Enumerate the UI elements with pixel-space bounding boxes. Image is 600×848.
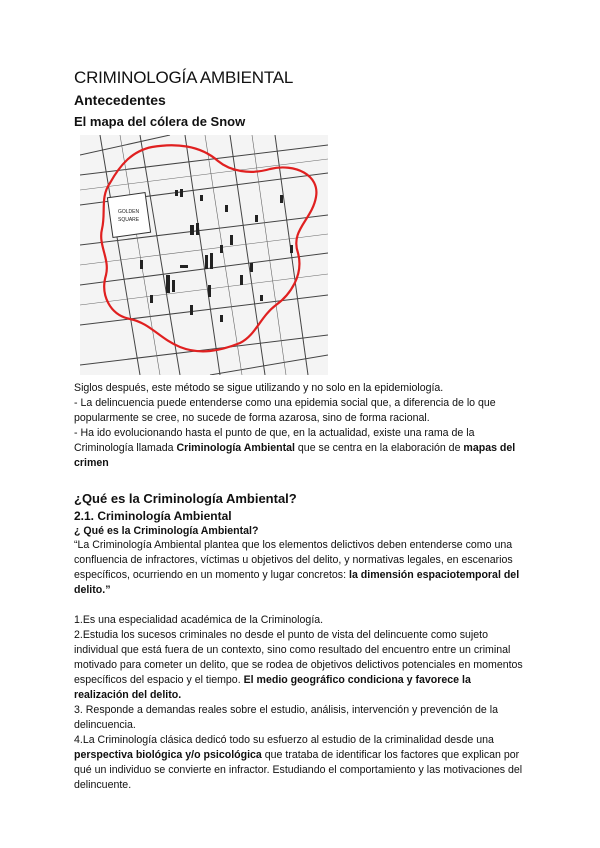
point-2-bold: El medio geográfico condiciona y favorece la realización del delito. bbox=[74, 674, 471, 701]
intro-line-2: - La delincuencia puede entenderse como una epidemia social que, a diferencia de lo que popularmente se cree, no sucede de forma azarosa, sino de forma racional. bbox=[74, 397, 496, 424]
spacer bbox=[74, 598, 526, 613]
point-4 bbox=[74, 733, 526, 793]
intro-line-1: Siglos después, este método se sigue utilizando y no solo en la epidemiología. bbox=[74, 382, 444, 394]
subsection-title: 2.1. Criminología Ambiental bbox=[74, 509, 232, 523]
map-label-golden: GOLDEN bbox=[118, 209, 140, 215]
section-heading-antecedentes: Antecedentes bbox=[74, 92, 166, 108]
point-4-bold: perspectiva biológica y/o psicológica bbox=[74, 749, 262, 761]
cholera-map-image bbox=[80, 135, 328, 375]
point-4-text-a: 4.La Criminología clásica dedicó todo su esfuerzo al estudio de la criminalidad desde una bbox=[74, 734, 494, 746]
definition-quote bbox=[74, 538, 526, 598]
question-title: ¿ Qué es la Criminología Ambiental? bbox=[74, 525, 259, 537]
quote-text: “La Criminología Ambiental plantea que los elementos delictivos deben entenderse como una confluencia de infractores, víctimas u objetivos del delito, y normativas legales, en escenarios específicos, ocurriendo en un momento y lugar concretos: bbox=[74, 539, 513, 581]
cholera-map-drawing bbox=[80, 135, 328, 375]
point-3: 3. Responde a demandas reales sobre el estudio, análisis, intervención y prevención de la delincuencia. bbox=[74, 704, 499, 731]
intro-bold-maps: mapas del crimen bbox=[74, 442, 516, 469]
quote-bold: la dimensión espaciotemporal del delito.” bbox=[74, 569, 520, 596]
point-2 bbox=[74, 628, 526, 703]
document-title: CRIMINOLOGÍA AMBIENTAL bbox=[74, 68, 294, 87]
document-page bbox=[74, 68, 526, 793]
intro-line-3-text-c: que se centra en la elaboración de bbox=[294, 442, 464, 454]
intro-line-3 bbox=[74, 426, 526, 471]
point-2-text: 2.Estudia los sucesos criminales no desde el punto de vista del delincuente como sujeto individual que está fuera de un contexto, sino como resultado del encuentro entre un criminal motivado para cometer un delito, que se rodea de objetivos delictivos potenciales en momentos específicos del espacio y el tiempo. bbox=[74, 629, 523, 686]
intro-line-3-text-a: - Ha ido evolucionando hasta el punto de que, en la actualidad, existe una rama de la Criminología llamada bbox=[74, 427, 475, 454]
intro-bold-term: Criminología Ambiental bbox=[176, 442, 295, 454]
map-heading: El mapa del cólera de Snow bbox=[74, 114, 246, 129]
point-1: 1.Es una especialidad académica de la Criminología. bbox=[74, 614, 324, 626]
section-title: ¿Qué es la Criminología Ambiental? bbox=[74, 491, 297, 506]
map-label-square: SQUARE bbox=[118, 217, 140, 223]
point-4-text-c: que trataba de identificar los factores que explican por qué un individuo se convierte en infractor. Estudiando el comportamiento y las motivaciones del delincuente. bbox=[74, 749, 523, 791]
